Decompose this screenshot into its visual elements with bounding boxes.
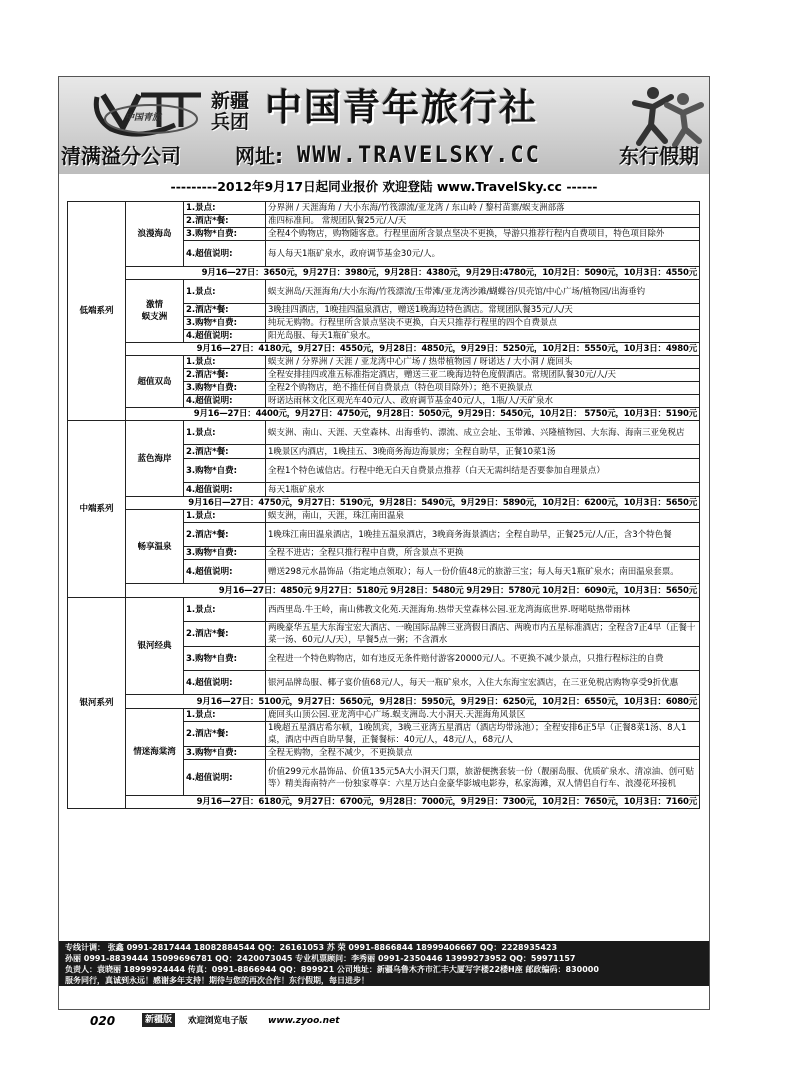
item-row bbox=[68, 421, 700, 445]
item-label: 4.超值说明: bbox=[184, 483, 266, 497]
item-shopping: 全程进一个特色购物店，如有违反无条件赔付游客20000元/人。不更换不减少景点，只推行程标注的自费 bbox=[266, 647, 700, 671]
edition-welcome: 欢迎浏览电子版 bbox=[188, 1016, 248, 1026]
item-row bbox=[68, 510, 700, 523]
item-shopping: 纯玩无购物。行程里所含景点坚决不更换，白天只推荐行程里的四个自费景点 bbox=[266, 317, 700, 330]
bingtuan-line1: 新疆 bbox=[211, 90, 250, 112]
product-name: 激情 蜈支洲 bbox=[126, 280, 184, 343]
item-label: 1.景点: bbox=[184, 356, 266, 369]
footer-line: 专线计调： 张鑫 0991-2817444 18082884544 QQ：26161053 苏 荣 0991-8866844 18999406667 QQ：2228935423 bbox=[65, 943, 558, 952]
price-list: 9月16—27日：4180元，9月27日：4550元，9月28日：4850元，9月29日：5250元，10月2日：5550元，10月3日：4980元 bbox=[126, 343, 700, 356]
item-label: 3.购物*自费: bbox=[184, 547, 266, 560]
item-shopping: 全程不进店；全程只推行程中自费，所含景点不更换 bbox=[266, 547, 700, 560]
item-label: 1.景点: bbox=[184, 510, 266, 523]
item-value: 赠送298元水晶饰品（指定地点领取）；每人一份价值48元的旅游三宝；每人每天1瓶矿泉水；南田温泉套票。 bbox=[266, 560, 700, 584]
page-footer bbox=[60, 1012, 390, 1028]
item-shopping: 全程1个特色诚信店。行程中绝无白天自费景点推荐（白天无需纠结是否要参加自理景点） bbox=[266, 459, 700, 483]
logo-text: 中国青旅 bbox=[125, 113, 162, 123]
page-number: 020 bbox=[90, 1014, 116, 1028]
edition-badge: 新疆版 bbox=[142, 1013, 175, 1027]
item-label: 1.景点: bbox=[184, 421, 266, 445]
item-label: 1.景点: bbox=[184, 202, 266, 215]
product-name: 情迷海棠湾 bbox=[126, 709, 184, 796]
banner-subline bbox=[59, 141, 709, 171]
product-name: 畅享温泉 bbox=[126, 510, 184, 584]
footer-line: 孙丽 0991-8839444 15099696781 QQ：2420073045 专业机票顾问：李秀丽 0991-2350446 13999273952 QQ：59971157 bbox=[65, 954, 576, 963]
item-label: 3.购物*自费: bbox=[184, 747, 266, 760]
item-label: 2.酒店*餐: bbox=[184, 304, 266, 317]
price-list: 9月16—27日：3650元，9月27日：3980元，9月28日：4380元，9月29日:4780元，10月2日：5090元，10月3日：4550元 bbox=[126, 267, 700, 280]
price-row bbox=[68, 695, 700, 709]
item-hotel: 3晚挂四酒店，1晚挂四温泉酒店，赠送1晚海边特色酒店。常规团队餐35元/人/天 bbox=[266, 304, 700, 317]
item-value: 每人每天1瓶矿泉水，政府调节基金30元/人。 bbox=[266, 241, 700, 267]
product-name: 超值双岛 bbox=[126, 356, 184, 408]
footer-line: 负责人：袁晓丽 18999924444 传真：0991-8866944 QQ：899921 公司地址：新疆乌鲁木齐市汇丰大厦写字楼22楼H座 邮政编码：830000 bbox=[65, 965, 599, 974]
brochure-page bbox=[58, 76, 710, 1010]
item-label: 4.超值说明: bbox=[184, 671, 266, 695]
item-scenic: 蜈支洲岛/天涯海角/大小东海/竹筏漂流/玉带滩/亚龙湾沙滩/蝴蝶谷/贝壳馆/中心广场/植物园/出海垂钓 bbox=[266, 280, 700, 304]
item-label: 3.购物*自费: bbox=[184, 459, 266, 483]
item-row bbox=[68, 356, 700, 369]
item-label: 4.超值说明: bbox=[184, 760, 266, 796]
item-shopping: 全程无购物，全程不减少，不更换景点 bbox=[266, 747, 700, 760]
price-row bbox=[68, 497, 700, 510]
price-headline: ---------2012年9月17日起同业报价 欢迎登陆 www.TravelSky.cc ------ bbox=[170, 179, 598, 194]
item-label: 2.酒店*餐: bbox=[184, 369, 266, 382]
price-list: 9月16日—27日：4750元，9月27日：5190元，9月28日：5490元，9月29日：5890元，10月2日：6200元，10月3日：5650元 bbox=[126, 497, 700, 510]
item-label: 3.购物*自费: bbox=[184, 647, 266, 671]
price-list: 9月16—27日：4400元，9月27日：4750元，9月28日：5050元，9月29日：5450元，10月2日： 5750元，10月3日：5190元 bbox=[126, 408, 700, 421]
price-list: 9月16—27日：5100元，9月27日：5650元，9月28日：5950元，9月29日：6250元，10月2日：6550元，10月3日：6080元 bbox=[126, 695, 700, 709]
item-scenic: 西西里岛.牛王岭，南山佛教文化苑.天涯海角.热带天堂森林公园.亚龙湾海底世界.呀喏哒热带雨林 bbox=[266, 598, 700, 622]
item-hotel: 1晚景区内酒店，1晚挂五、3晚商务海边海景房；全程自助早，正餐10菜1汤 bbox=[266, 445, 700, 459]
item-hotel: 1晚珠江南田温泉酒店，1晚挂五温泉酒店，3晚商务海景酒店；全程自助早，正餐25元/人/正，含3个特色餐 bbox=[266, 523, 700, 547]
price-table bbox=[67, 201, 700, 809]
item-hotel: 1晚超五星酒店希尔顿，1晚凯宾，3晚三亚湾五星酒店（酒店均带泳池）；全程安排6正5早（正餐8菜1汤、8人1桌，酒店中西自助早餐，正餐餐标：40元/人，48元/人，68元/人 bbox=[266, 722, 700, 747]
item-value: 价值299元水晶饰品、价值135元5A大小洞天门票，旅游便携套装一份（靓丽岛服、优质矿泉水、清凉油、创可贴等）精美海南特产一份独家尊享：六星万达白金豪华影城电影券，私家海滩，双人情侣自行车、浪漫花环接机 bbox=[266, 760, 700, 796]
item-label: 3.购物*自费: bbox=[184, 228, 266, 241]
item-label: 3.购物*自费: bbox=[184, 317, 266, 330]
item-row bbox=[68, 709, 700, 722]
price-row bbox=[68, 796, 700, 809]
item-label: 2.酒店*餐: bbox=[184, 523, 266, 547]
item-label: 2.酒店*餐: bbox=[184, 445, 266, 459]
item-shopping: 全程4个购物店，购物随客意。行程里面所含景点坚决不更换，导游只推荐行程内自费项目，特色项目除外 bbox=[266, 228, 700, 241]
item-value: 阳光岛服、每天1瓶矿泉水。 bbox=[266, 330, 700, 343]
item-label: 4.超值说明: bbox=[184, 330, 266, 343]
item-hotel: 两晚豪华五星大东海宝宏大酒店、一晚国际品牌三亚湾假日酒店、两晚市内五星标准酒店；全程含7正4早（正餐十菜一汤、60元/人/天），早餐5点一粥；不含酒水 bbox=[266, 622, 700, 647]
product-name: 蓝色海岸 bbox=[126, 421, 184, 497]
bingtuan-label bbox=[211, 91, 249, 133]
item-label: 3.购物*自费: bbox=[184, 382, 266, 395]
item-label: 2.酒店*餐: bbox=[184, 622, 266, 647]
item-label: 1.景点: bbox=[184, 280, 266, 304]
price-list: 9月16—27日：4850元 9月27日：5180元 9月28日：5480元 9月29日：5780元 10月2日：6090元，10月3日：5650元 bbox=[126, 584, 700, 598]
price-row bbox=[68, 408, 700, 421]
item-label: 4.超值说明: bbox=[184, 241, 266, 267]
series-name: 银河系列 bbox=[68, 598, 126, 809]
cyts-logo-icon bbox=[89, 91, 207, 143]
series-name: 中端系列 bbox=[68, 421, 126, 598]
item-scenic: 分界洲 / 天涯海角 / 大小东海/竹筏漂流/亚龙湾 / 东山岭 / 黎村苗寨/蜈支洲部落 bbox=[266, 202, 700, 215]
item-row bbox=[68, 280, 700, 304]
item-scenic: 鹿回头山顶公园.亚龙湾中心广场.蜈支洲岛.大小洞天.天涯海角风景区 bbox=[266, 709, 700, 722]
bingtuan-line2: 兵团 bbox=[211, 111, 250, 133]
item-shopping: 全程2个购物店，绝不推任何自费景点（特色项目除外）；绝不更换景点 bbox=[266, 382, 700, 395]
item-scenic: 蜈支洲，南山，天涯，珠江南田温泉 bbox=[266, 510, 700, 523]
product-name: 浪漫海岛 bbox=[126, 202, 184, 267]
edition-url[interactable]: www.zyoo.net bbox=[268, 1016, 340, 1026]
holiday-brand: 东行假期 bbox=[619, 144, 699, 168]
company-name: 中国青年旅行社 bbox=[265, 86, 538, 129]
item-label: 1.景点: bbox=[184, 709, 266, 722]
banner-header bbox=[59, 77, 709, 174]
item-label: 2.酒店*餐: bbox=[184, 722, 266, 747]
contact-footer bbox=[59, 941, 709, 986]
item-label: 2.酒店*餐: bbox=[184, 215, 266, 228]
product-name: 银河经典 bbox=[126, 598, 184, 695]
item-scenic: 蜈支洲 / 分界洲 / 天涯 / 亚龙湾中心广场 / 热带植物园 / 呀诺达 / 大小洞 / 鹿回头 bbox=[266, 356, 700, 369]
item-label: 4.超值说明: bbox=[184, 395, 266, 408]
item-value: 银河品牌岛服、椰子宴价值68元/人，每天一瓶矿泉水，入住大东海宝宏酒店，在三亚免税店购物享受9折优惠 bbox=[266, 671, 700, 695]
item-value: 呀诺达雨林文化区观光车40元/人、政府调节基金40元/人，1瓶/人/天矿泉水 bbox=[266, 395, 700, 408]
price-row bbox=[68, 584, 700, 598]
price-row bbox=[68, 343, 700, 356]
website-url[interactable]: WWW.TRAVELSKY.CC bbox=[297, 143, 541, 168]
footer-slogan: 服务同行，真诚到永远！感谢多年支持！期待与您的再次合作！东行假期，每日进步！ bbox=[65, 976, 369, 985]
item-hotel: 准四标准间。 常规团队餐25元/人/天 bbox=[266, 215, 700, 228]
item-label: 4.超值说明: bbox=[184, 560, 266, 584]
item-scenic: 蜈支洲、南山、天涯、天堂森林、出海垂钓、漂流、成立会址、玉带滩、兴隆植物园、大东海、海南三亚免税店 bbox=[266, 421, 700, 445]
price-row bbox=[68, 267, 700, 280]
item-label: 1.景点: bbox=[184, 598, 266, 622]
branch-name: 清满溢分公司 bbox=[61, 144, 181, 168]
item-row bbox=[68, 598, 700, 622]
website-label: 网址: bbox=[235, 144, 283, 168]
item-hotel: 全程安排挂四或准五标准指定酒店，赠送三亚二晚海边特色度假酒店。常规团队餐30元/人/天 bbox=[266, 369, 700, 382]
item-value: 每天1瓶矿泉水 bbox=[266, 483, 700, 497]
item-row bbox=[68, 202, 700, 215]
price-list: 9月16—27日：6180元，9月27日：6700元，9月28日：7000元，9月29日：7300元，10月2日：7650元，10月3日：7160元 bbox=[126, 796, 700, 809]
series-name: 低端系列 bbox=[68, 202, 126, 421]
